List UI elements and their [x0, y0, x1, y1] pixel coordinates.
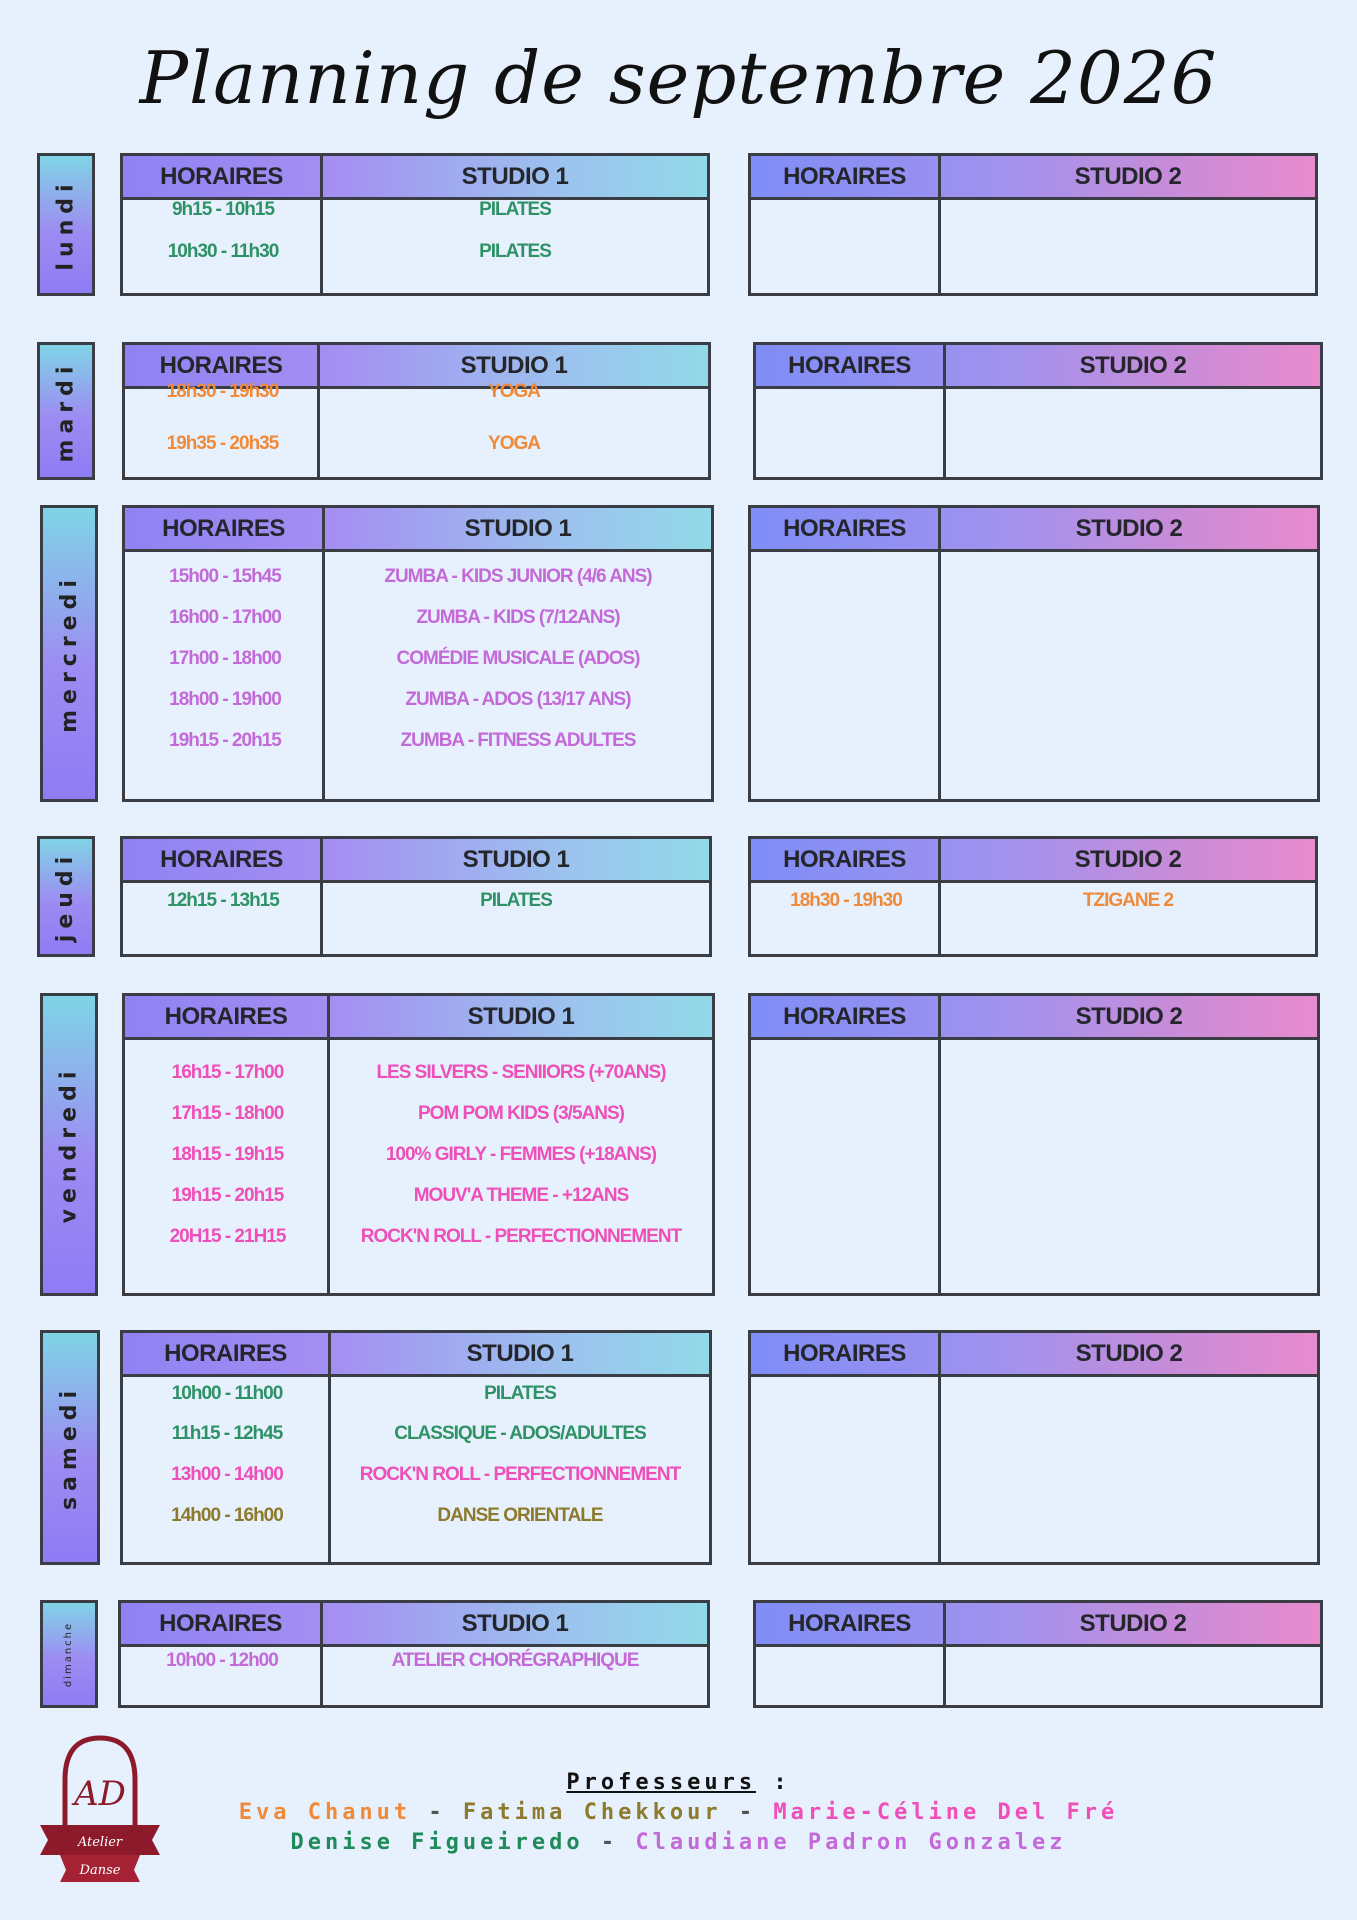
- schedule-table-vendredi-studio1: [122, 993, 715, 1296]
- schedule-row: [751, 886, 1315, 916]
- class-time: 10h30 - 11h30: [167, 241, 279, 262]
- header-studio1: STUDIO 1: [464, 514, 572, 542]
- professeurs-heading-line: [0, 1770, 1357, 1795]
- class-time: 18h30 - 19h30: [790, 890, 902, 911]
- table-header: [123, 1333, 709, 1377]
- schedule-table-dimanche-studio1: [118, 1600, 710, 1708]
- header-studio1: STUDIO 1: [466, 1339, 574, 1367]
- logo-line2: Danse: [79, 1863, 121, 1878]
- header-horaires: HORAIRES: [123, 1333, 331, 1374]
- column-divider: [938, 996, 941, 1293]
- header-studio2: STUDIO 2: [1075, 1339, 1183, 1367]
- separator: -: [583, 1830, 636, 1855]
- day-label-text: mercredi: [56, 574, 82, 733]
- day-label-text: jeudi: [53, 850, 79, 943]
- professeur-name: Fatima Chekkour: [462, 1800, 722, 1825]
- schedule-table-mardi-studio2: [753, 342, 1323, 480]
- table-header: [756, 345, 1320, 389]
- schedule-table-vendredi-studio2: [748, 993, 1320, 1296]
- header-studio2: STUDIO 2: [1075, 514, 1183, 542]
- schedule-row: [123, 237, 707, 267]
- column-divider: [938, 156, 941, 293]
- day-label-mercredi: [40, 505, 98, 802]
- schedule-row: [125, 1140, 712, 1170]
- class-name: ROCK'N ROLL - PERFECTIONNEMENT: [359, 1464, 681, 1485]
- header-studio1: STUDIO 1: [462, 845, 570, 873]
- schedule-row: [125, 603, 711, 633]
- professeur-name: Denise Figueiredo: [290, 1830, 584, 1855]
- table-header: [125, 508, 711, 552]
- class-name: PILATES: [480, 890, 552, 911]
- class-time: 16h15 - 17h00: [171, 1062, 284, 1083]
- schedule-table-mercredi-studio2: [748, 505, 1320, 802]
- table-header: [121, 1603, 707, 1647]
- header-horaires: HORAIRES: [751, 996, 941, 1037]
- class-time: 15h00 - 15h45: [169, 566, 281, 587]
- professeurs-colon: :: [756, 1770, 791, 1795]
- day-label-text: mardi: [53, 360, 79, 462]
- column-divider: [943, 1603, 946, 1705]
- schedule-row: [125, 644, 711, 674]
- header-horaires: HORAIRES: [751, 156, 941, 197]
- column-divider: [938, 508, 941, 799]
- header-horaires: HORAIRES: [756, 345, 946, 386]
- day-label-vendredi: [40, 993, 98, 1296]
- class-time: 12h15 - 13h15: [167, 890, 279, 911]
- class-name: MOUV'A THEME - +12ANS: [413, 1185, 629, 1206]
- class-name: YOGA: [488, 381, 540, 402]
- class-name: ZUMBA - KIDS (7/12ANS): [416, 607, 620, 628]
- class-time: 19h15 - 20h15: [171, 1185, 284, 1206]
- table-header: [751, 156, 1315, 200]
- header-studio2: STUDIO 2: [1074, 162, 1182, 190]
- table-header: [123, 156, 707, 200]
- class-time: 19h35 - 20h35: [166, 433, 279, 454]
- class-time: 18h30 - 19h30: [166, 381, 279, 402]
- class-name: TZIGANE 2: [1082, 890, 1174, 911]
- table-header: [751, 839, 1315, 883]
- class-name: 100% GIRLY - FEMMES (+18ANS): [385, 1144, 657, 1165]
- class-time: 16h00 - 17h00: [169, 607, 281, 628]
- table-header: [756, 1603, 1320, 1647]
- schedule-table-samedi-studio1: [120, 1330, 712, 1565]
- schedule-table-lundi-studio1: [120, 153, 710, 296]
- day-label-jeudi: [37, 836, 95, 957]
- day-label-lundi: [37, 153, 95, 296]
- page-title: Planning de septembre 2026: [139, 36, 1218, 120]
- column-divider: [938, 1333, 941, 1562]
- class-name: ZUMBA - FITNESS ADULTES: [400, 730, 636, 751]
- class-name: PILATES: [479, 199, 551, 220]
- class-time: 20H15 - 21H15: [169, 1226, 286, 1247]
- header-horaires: HORAIRES: [125, 508, 325, 549]
- professeur-name: Claudiane Padron Gonzalez: [635, 1830, 1067, 1855]
- class-time: 14h00 - 16h00: [171, 1505, 283, 1526]
- header-horaires: HORAIRES: [125, 996, 330, 1037]
- class-name: CLASSIQUE - ADOS/ADULTES: [394, 1423, 646, 1444]
- professeur-name: Marie-Céline Del Fré: [773, 1800, 1119, 1825]
- header-studio1: STUDIO 1: [467, 1002, 575, 1030]
- schedule-row: [125, 1181, 712, 1211]
- schedule-row: [123, 1379, 709, 1409]
- schedule-table-mercredi-studio1: [122, 505, 714, 802]
- table-header: [751, 996, 1317, 1040]
- class-name: PILATES: [484, 1383, 556, 1404]
- schedule-table-dimanche-studio2: [753, 1600, 1323, 1708]
- day-label-dimanche: [40, 1600, 98, 1708]
- header-horaires: HORAIRES: [125, 345, 320, 386]
- day-label-text: samedi: [57, 1384, 83, 1511]
- table-header: [123, 839, 709, 883]
- schedule-row: [125, 377, 708, 407]
- day-label-samedi: [40, 1330, 100, 1565]
- day-label-mardi: [37, 342, 95, 480]
- professeurs-heading: Professeurs: [566, 1770, 757, 1795]
- schedule-row: [125, 1058, 712, 1088]
- class-time: 18h00 - 19h00: [169, 689, 281, 710]
- day-label-text: vendredi: [56, 1065, 82, 1224]
- class-time: 9h15 - 10h15: [171, 199, 275, 220]
- header-horaires: HORAIRES: [751, 839, 941, 880]
- header-horaires: HORAIRES: [756, 1603, 946, 1644]
- schedule-table-lundi-studio2: [748, 153, 1318, 296]
- class-time: 17h00 - 18h00: [169, 648, 281, 669]
- logo-monogram: AD: [74, 1774, 126, 1814]
- class-time: 11h15 - 12h45: [171, 1423, 283, 1444]
- header-studio2: STUDIO 2: [1074, 845, 1182, 873]
- professeurs-line-1: [0, 1800, 1357, 1825]
- header-studio1: STUDIO 1: [461, 162, 569, 190]
- atelier-danse-logo: [30, 1730, 170, 1895]
- class-name: DANSE ORIENTALE: [437, 1505, 603, 1526]
- class-time: 10h00 - 12h00: [166, 1650, 278, 1671]
- class-name: ZUMBA - ADOS (13/17 ANS): [405, 689, 631, 710]
- class-name: PILATES: [479, 241, 551, 262]
- header-studio2: STUDIO 2: [1079, 1609, 1187, 1637]
- table-header: [751, 1333, 1317, 1377]
- table-header: [125, 996, 712, 1040]
- separator: -: [411, 1800, 463, 1825]
- class-name: YOGA: [488, 433, 540, 454]
- header-studio1: STUDIO 1: [460, 351, 568, 379]
- schedule-row: [123, 1501, 709, 1531]
- table-header: [751, 508, 1317, 552]
- professeurs-line-2: [0, 1830, 1357, 1855]
- class-time: 19h15 - 20h15: [169, 730, 281, 751]
- class-time: 13h00 - 14h00: [171, 1464, 283, 1485]
- class-name: POM POM KIDS (3/5ANS): [418, 1103, 624, 1124]
- schedule-row: [123, 1419, 709, 1449]
- header-studio2: STUDIO 2: [1079, 351, 1187, 379]
- separator: -: [721, 1800, 774, 1825]
- class-time: 17h15 - 18h00: [171, 1103, 284, 1124]
- header-studio2: STUDIO 2: [1075, 1002, 1183, 1030]
- class-name: LES SILVERS - SENIIORS (+70ANS): [376, 1062, 666, 1083]
- schedule-row: [123, 195, 707, 225]
- schedule-table-jeudi-studio2: [748, 836, 1318, 957]
- schedule-row: [125, 685, 711, 715]
- header-studio1: STUDIO 1: [461, 1609, 569, 1637]
- class-name: COMÉDIE MUSICALE (ADOS): [396, 648, 640, 669]
- header-horaires: HORAIRES: [123, 156, 323, 197]
- schedule-row: [123, 886, 709, 916]
- professeur-name: Eva Chanut: [238, 1800, 412, 1825]
- logo-line1: Atelier: [77, 1835, 123, 1850]
- schedule-table-jeudi-studio1: [120, 836, 712, 957]
- schedule-row: [125, 726, 711, 756]
- schedule-row: [123, 1460, 709, 1490]
- header-horaires: HORAIRES: [121, 1603, 323, 1644]
- class-time: 10h00 - 11h00: [171, 1383, 283, 1404]
- class-name: ZUMBA - KIDS JUNIOR (4/6 ANS): [384, 566, 652, 587]
- column-divider: [943, 345, 946, 477]
- schedule-row: [125, 562, 711, 592]
- schedule-row: [121, 1646, 707, 1676]
- header-horaires: HORAIRES: [751, 1333, 941, 1374]
- schedule-table-samedi-studio2: [748, 1330, 1320, 1565]
- class-name: ROCK'N ROLL - PERFECTIONNEMENT: [360, 1226, 682, 1247]
- schedule-row: [125, 1222, 712, 1252]
- schedule-row: [125, 429, 708, 459]
- schedule-table-mardi-studio1: [122, 342, 711, 480]
- class-time: 18h15 - 19h15: [171, 1144, 284, 1165]
- header-horaires: HORAIRES: [751, 508, 941, 549]
- day-label-text: dimanche: [63, 1621, 75, 1687]
- schedule-row: [125, 1099, 712, 1129]
- class-name: ATELIER CHORÉGRAPHIQUE: [391, 1650, 639, 1671]
- header-horaires: HORAIRES: [123, 839, 323, 880]
- day-label-text: lundi: [53, 178, 79, 271]
